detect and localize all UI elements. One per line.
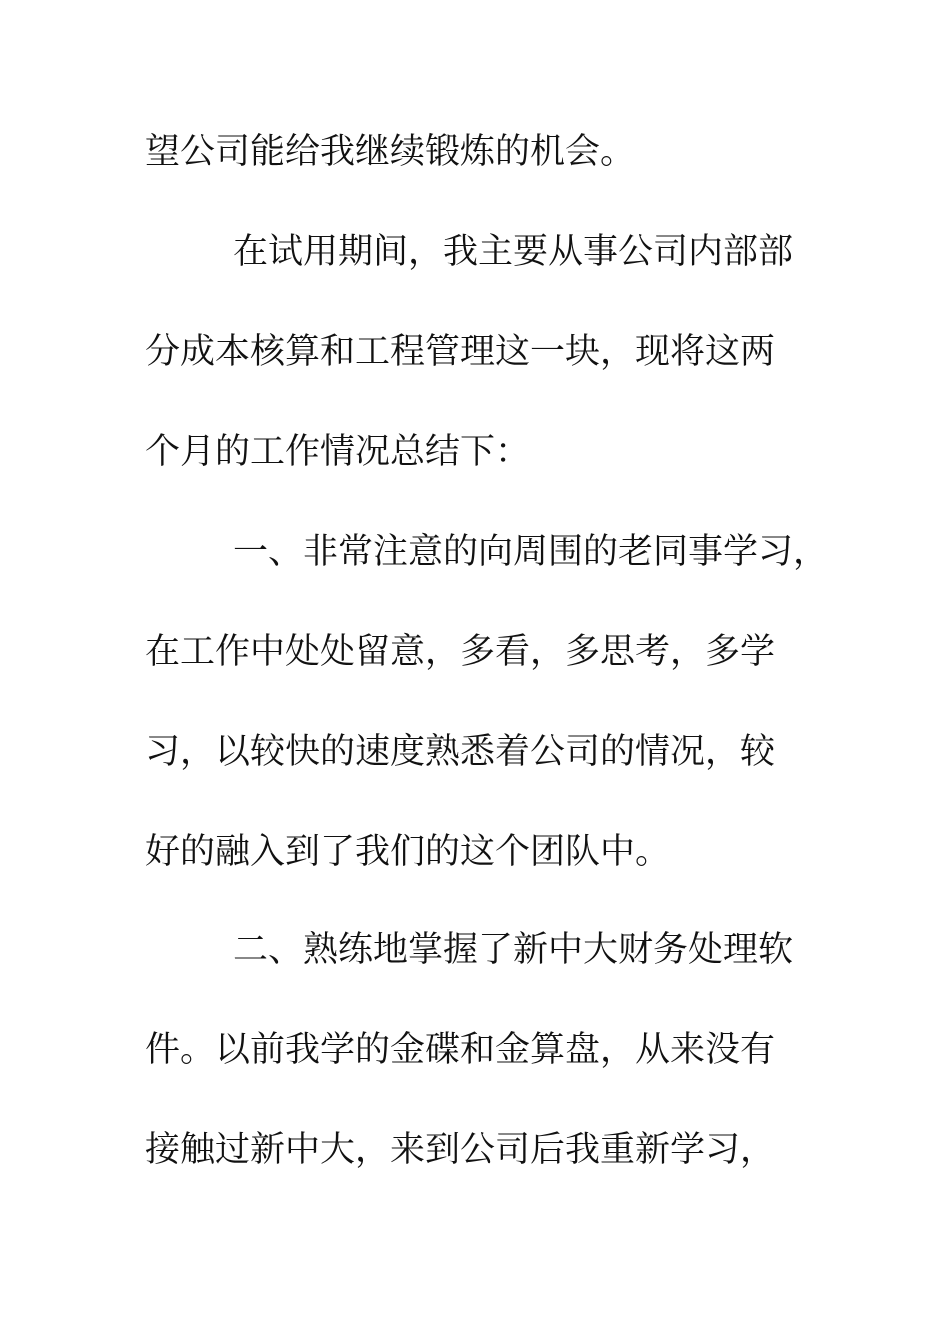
text-line: 好的融入到了我们的这个团队中。 (145, 832, 671, 872)
paragraph-first-line: 二、熟练地掌握了新中大财务处理软 (233, 930, 794, 970)
text-line: 习，以较快的速度熟悉着公司的情况，较 (145, 732, 776, 772)
text-line: 望公司能给我继续锻炼的机会。 (145, 132, 636, 172)
text-line: 件。以前我学的金碟和金算盘，从来没有 (145, 1030, 776, 1070)
text-line: 个月的工作情况总结下： (145, 432, 531, 472)
paragraph-first-line: 一、非常注意的向周围的老同事学习， (233, 532, 829, 572)
text-line: 分成本核算和工程管理这一块，现将这两 (145, 332, 776, 372)
paragraph-first-line: 在试用期间，我主要从事公司内部部 (233, 232, 794, 272)
text-line: 在工作中处处留意，多看，多思考，多学 (145, 632, 776, 672)
text-line: 接触过新中大，来到公司后我重新学习， (145, 1130, 776, 1170)
